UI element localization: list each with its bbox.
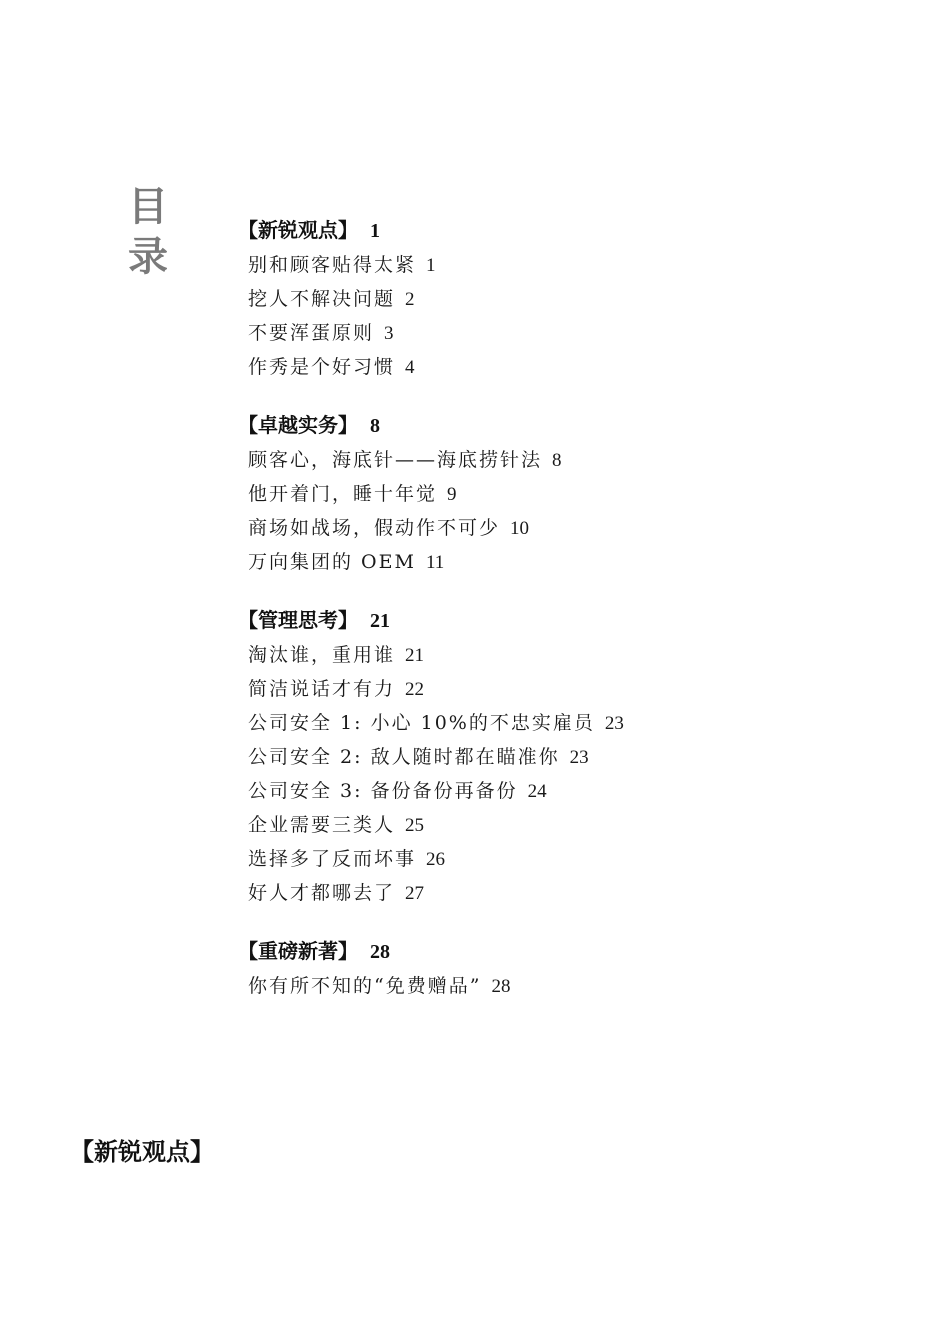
toc-entry-title: 公司安全 2: 敌人随时都在瞄准你 <box>248 746 560 768</box>
toc-entry[interactable] <box>248 969 878 1003</box>
section-page-number: 28 <box>370 941 390 963</box>
toc-entry-page-number: 8 <box>552 450 562 471</box>
section-title-text: 【重磅新著】 <box>238 939 358 963</box>
toc-entry-page-number: 28 <box>491 976 511 997</box>
section-page-number: 21 <box>370 610 390 632</box>
toc-section <box>238 212 878 384</box>
toc-section <box>238 407 878 579</box>
toc-entry-page-number: 22 <box>405 679 425 700</box>
toc-entry[interactable] <box>248 282 878 316</box>
toc-entry-page-number: 26 <box>426 849 446 870</box>
toc-entry-title: 公司安全 3: 备份备份再备份 <box>248 780 518 802</box>
toc-entry-title: 商场如战场，假动作不可少 <box>248 517 501 539</box>
toc-entry-title: 作秀是个好习惯 <box>248 356 396 378</box>
toc-entry[interactable] <box>248 876 878 910</box>
toc-entry[interactable] <box>248 316 878 350</box>
toc-section-title[interactable] <box>238 212 878 248</box>
toc-entry-title: 挖人不解决问题 <box>248 288 396 310</box>
toc-entry-page-number: 2 <box>405 289 415 310</box>
toc-entry-title: 别和顾客贴得太紧 <box>248 254 417 276</box>
toc-entry[interactable] <box>248 248 878 282</box>
toc-entry-title: 选择多了反而坏事 <box>248 848 417 870</box>
toc-entry[interactable] <box>248 740 878 774</box>
toc-entry-page-number: 3 <box>384 323 394 344</box>
section-title-text: 【管理思考】 <box>238 608 358 632</box>
toc-entry-title: 万向集团的 OEM <box>248 551 416 573</box>
toc-entry-title: 淘汰谁，重用谁 <box>248 644 396 666</box>
toc-entry-title: 好人才都哪去了 <box>248 882 396 904</box>
toc-entry-list <box>238 248 878 384</box>
toc-entry[interactable] <box>248 638 878 672</box>
toc-entry-page-number: 24 <box>527 781 547 802</box>
toc-entry-page-number: 10 <box>510 518 530 539</box>
toc-section-title[interactable] <box>238 602 878 638</box>
toc-entry-page-number: 1 <box>426 255 436 276</box>
toc-entry-title: 他开着门，睡十年觉 <box>248 483 438 505</box>
toc-section-title[interactable] <box>238 407 878 443</box>
toc-entry-page-number: 25 <box>405 815 425 836</box>
toc-entry-title: 你有所不知的“免费赠品” <box>248 975 482 997</box>
toc-entry-page-number: 27 <box>405 883 425 904</box>
section-page-number: 1 <box>370 220 380 242</box>
toc-section <box>238 602 878 910</box>
toc-entry[interactable] <box>248 511 878 545</box>
toc-entry[interactable] <box>248 808 878 842</box>
toc-entry-title: 公司安全 1: 小心 10%的不忠实雇员 <box>248 712 595 734</box>
toc-heading-char: 目 <box>128 184 168 230</box>
toc-entry[interactable] <box>248 477 878 511</box>
toc-entry-page-number: 11 <box>425 552 445 573</box>
toc-entry-list <box>238 969 878 1003</box>
toc-entry-title: 企业需要三类人 <box>248 814 396 836</box>
toc-entry[interactable] <box>248 842 878 876</box>
toc-entry-page-number: 23 <box>569 747 589 768</box>
toc-entry-page-number: 23 <box>604 713 624 734</box>
toc-entry-title: 不要浑蛋原则 <box>248 322 375 344</box>
toc-heading-char: 录 <box>128 234 168 280</box>
toc-entry[interactable] <box>248 672 878 706</box>
toc-entry-title: 顾客心，海底针——海底捞针法 <box>248 449 543 471</box>
toc-entry[interactable] <box>248 545 878 579</box>
toc-entry-page-number: 9 <box>447 484 457 505</box>
toc-entry-list <box>238 443 878 579</box>
toc-entry-title: 简洁说话才有力 <box>248 678 396 700</box>
toc-entry[interactable] <box>248 774 878 808</box>
toc-section <box>238 933 878 1003</box>
toc-entry-page-number: 21 <box>405 645 425 666</box>
section-title-text: 【卓越实务】 <box>238 413 358 437</box>
section-title-text: 【新锐观点】 <box>238 218 358 242</box>
toc-heading <box>128 182 178 282</box>
toc-entry-list <box>238 638 878 910</box>
toc-entry[interactable] <box>248 706 878 740</box>
chapter-heading: 【新锐观点】 <box>70 1138 214 1166</box>
toc-entry[interactable] <box>248 443 878 477</box>
section-page-number: 8 <box>370 415 380 437</box>
toc-section-title[interactable] <box>238 933 878 969</box>
toc-entry[interactable] <box>248 350 878 384</box>
toc-entry-page-number: 4 <box>405 357 415 378</box>
table-of-contents <box>238 212 878 1026</box>
